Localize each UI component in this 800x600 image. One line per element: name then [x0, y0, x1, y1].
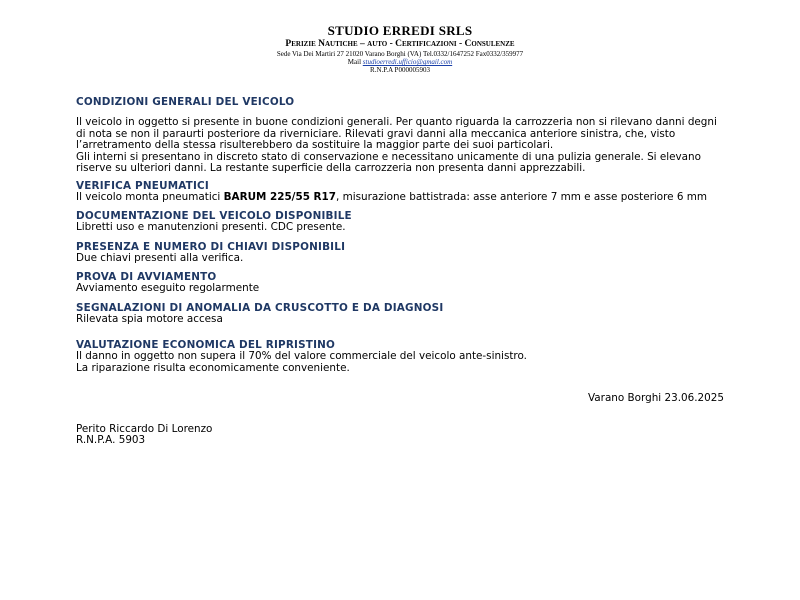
keys-text: Due chiavi presenti alla verifica.: [76, 251, 244, 264]
company-mail-line: [0, 58, 800, 66]
tyre-model: BARUM 225/55 R17: [223, 190, 337, 203]
section-title-conditions: CONDIZIONI GENERALI DEL VEICOLO: [76, 96, 295, 108]
section-title-valuation: VALUTAZIONE ECONOMICA DEL RIPRISTINO: [76, 339, 336, 351]
section-title-startup: PROVA DI AVVIAMENTO: [76, 271, 217, 283]
documents-text: Libretti uso e manutenzioni presenti. CDC presente.: [76, 221, 346, 233]
startup-text: Avviamento eseguito regolarmente: [76, 282, 260, 294]
tyres-text-before: Il veicolo monta pneumatici: [76, 190, 224, 203]
tyres-text: [76, 192, 724, 204]
company-rnpa: R.N.P.A P000005903: [370, 66, 430, 74]
valuation-line-1: Il danno in oggetto non supera il 70% del valore commerciale del veicolo ante-sinistro.: [76, 350, 527, 362]
company-address: Sede Via Dei Martiri 27 21020 Varano Borghi (VA) Tel.0332/1647252 Fax0332/359977: [276, 50, 524, 58]
letterhead: [0, 24, 800, 74]
report-body: [76, 96, 724, 447]
signature-name: Perito Riccardo Di Lorenzo: [76, 422, 213, 435]
section-title-dashboard: SEGNALAZIONI DI ANOMALIA DA CRUSCOTTO E DA DIAGNOSI: [76, 301, 444, 314]
signature-rnpa: R.N.P.A. 5903: [76, 434, 146, 446]
section-title-tyres: VERIFICA PNEUMATICI: [76, 179, 209, 192]
place-date: Varano Borghi 23.06.2025: [588, 392, 724, 404]
conditions-paragraph-2: Gli interni si presentano in discreto stato di conservazione e necessitano unicamente di una pulizia generale. Si elevano riserve su ulteriori danni. La restante superficie della carrozzeria non presenta danni apprezzabili.: [76, 150, 701, 174]
company-services: Perizie Nautiche – auto - Certificazioni - Consulenze: [285, 39, 515, 49]
dashboard-text: Rilevata spia motore accesa: [76, 312, 223, 325]
section-title-keys: PRESENZA E NUMERO DI CHIAVI DISPONIBILI: [76, 240, 346, 253]
email-link[interactable]: studioerredi.ufficio@gmail.com: [362, 58, 453, 66]
conditions-paragraph-1: Il veicolo in oggetto si presente in buone condizioni generali. Per quanto riguarda la carrozzeria non si rilevano danni degni di nota se non il paraurti posteriore da riverniciare. Rilevati gravi danni alla meccanica anteriore sinistra, che, visto l’arretramento della stessa risulterebbero da sostituire la maggior parte dei suoi particolari.: [76, 116, 717, 151]
mail-label: Mail: [347, 58, 363, 66]
company-name: STUDIO ERREDI SRLS: [327, 23, 473, 38]
section-title-documents: DOCUMENTAZIONE DEL VEICOLO DISPONIBILE: [76, 210, 352, 222]
valuation-line-2: La riparazione risulta economicamente conveniente.: [76, 361, 350, 374]
tyres-text-after: , misurazione battistrada: asse anteriore 7 mm e asse posteriore 6 mm: [336, 190, 707, 203]
